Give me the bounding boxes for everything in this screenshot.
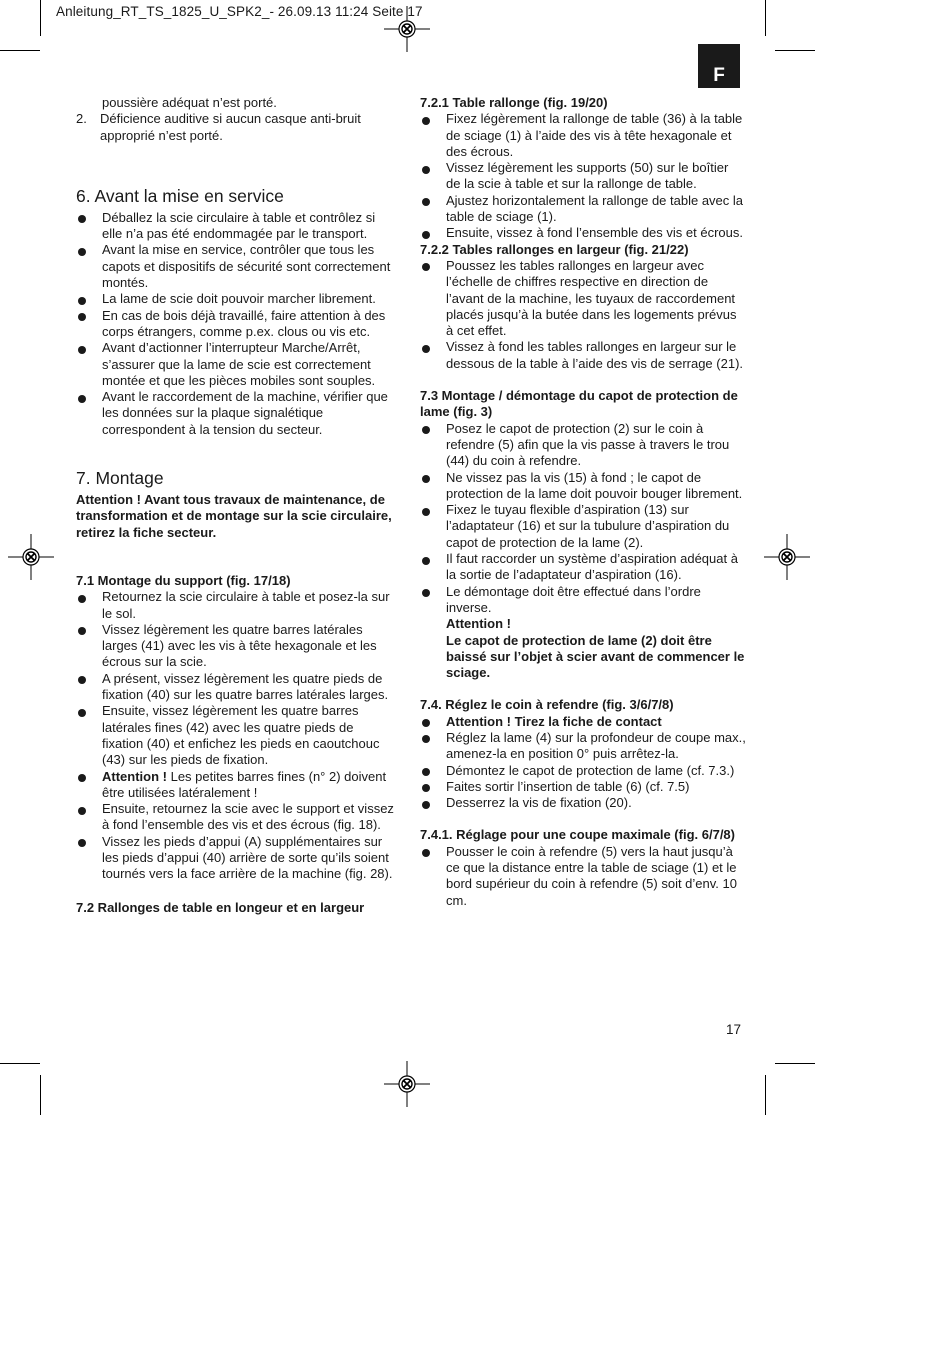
language-tab: F <box>698 44 740 88</box>
print-header-info: Anleitung_RT_TS_1825_U_SPK2_- 26.09.13 11:24 Seite 17 <box>56 4 423 19</box>
list-item: Retournez la scie circulaire à table et posez-la sur le sol. <box>76 589 398 622</box>
registration-mark-bottom-icon <box>384 1061 430 1107</box>
list-item: Vissez à fond les tables rallonges en largeur sur le dessous de la table à l’aide des vis de serrage (21). <box>420 339 746 372</box>
list-item: Fixez le tuyau flexible d’aspiration (13) sur l’adaptateur (16) et sur la tubulure d’aspiration du capot de protection de la lame (2). <box>420 502 746 551</box>
crop-mark-top-right-h <box>775 50 815 51</box>
registration-mark-right-icon <box>764 534 810 580</box>
list-item: Ajustez horizontalement la rallonge de table avec la table de sciage (1). <box>420 193 746 226</box>
list-item: Ensuite, vissez légèrement les quatre barres latérales fines (42) avec les quatre pieds de fixation (40) et enfichez les pieds en caoutchouc (43) sur les pieds de fixation. <box>76 703 398 768</box>
attention-label: Attention ! <box>446 616 511 632</box>
item-number: 2. <box>76 111 87 127</box>
list-item: Ensuite, vissez à fond l’ensemble des vis et écrous. <box>420 225 746 241</box>
list-item: Avant la mise en service, contrôler que tous les capots et dispositifs de sécurité sont correctement montés. <box>76 242 398 291</box>
section-title-7: 7. Montage <box>76 468 164 489</box>
list-item: Vissez légèrement les supports (50) sur le boîtier de la scie à table et sur la rallonge de table. <box>420 160 746 193</box>
continued-text: poussière adéquat n’est porté. <box>102 95 277 110</box>
list-item-attention <box>76 769 398 802</box>
numbered-item <box>76 111 398 144</box>
registration-mark-left-icon <box>8 534 54 580</box>
list-item: Avant d’actionner l’interrupteur Marche/Arrêt, s’assurer que la lame de scie est correctement montée et que les pièces mobiles sont souples. <box>76 340 398 389</box>
crop-mark-bottom-right-h <box>775 1063 815 1064</box>
registration-mark-top-icon <box>384 6 430 52</box>
section-title-7-4: 7.4. Réglez le coin à refendre (fig. 3/6/7/8) <box>420 697 674 713</box>
attention-label: Attention ! <box>102 768 167 784</box>
list-item: Fixez légèrement la rallonge de table (36) à la table de sciage (1) à l’aide des vis à tête hexagonale et des écrous. <box>420 111 746 160</box>
section-title-7-2-2: 7.2.2 Tables rallonges en largeur (fig. 21/22) <box>420 241 689 257</box>
list-item: Posez le capot de protection (2) sur le coin à refendre (5) afin que la vis passe à travers le trou (44) du coin à refendre. <box>420 421 746 470</box>
crop-mark-bottom-left-v <box>40 1075 41 1115</box>
crop-mark-bottom-right-v <box>765 1075 766 1115</box>
section-title-7-2-1: 7.2.1 Table rallonge (fig. 19/20) <box>420 95 608 110</box>
list-item: Réglez la lame (4) sur la profondeur de coupe max., amenez-la en position 0° puis arrêtez-la. <box>420 730 746 763</box>
attention-text: Le capot de protection de lame (2) doit être baissé sur l’objet à scier avant de commencer le sciage. <box>446 632 745 681</box>
page-number: 17 <box>726 1022 742 1037</box>
crop-mark-bottom-left-h <box>0 1063 40 1064</box>
section-title-7-3: 7.3 Montage / démontage du capot de protection de lame (fig. 3) <box>420 388 738 420</box>
list-item: Poussez les tables rallonges en largeur avec l’échelle de chiffres respective en direction de l’avant de la machine, les tuyaux de raccordement placés jusqu’à la butée dans les logements prévus à cet effet. <box>420 258 746 339</box>
item-text: Déficience auditive si aucun casque anti-bruit approprié n’est porté. <box>100 111 361 143</box>
list-item: A présent, vissez légèrement les quatre pieds de fixation (40) sur les quatre barres latérales larges. <box>76 671 398 704</box>
crop-mark-top-left-h <box>0 50 40 51</box>
list-item: Faites sortir l’insertion de table (6) (cf. 7.5) <box>420 779 746 795</box>
list-item: Le démontage doit être effectué dans l’ordre inverse. <box>420 584 746 617</box>
list-item: Ne vissez pas la vis (15) à fond ; le capot de protection de la lame doit pouvoir bouger librement. <box>420 470 746 503</box>
list-item: Démontez le capot de protection de lame (cf. 7.3.) <box>420 763 746 779</box>
attention-text: Les petites barres fines (n° 2) doivent être utilisées latéralement ! <box>102 768 387 800</box>
list-item: Vissez légèrement les quatre barres latérales larges (41) avec les vis à tête hexagonale et les écrous sur la scie. <box>76 622 398 671</box>
list-item: La lame de scie doit pouvoir marcher librement. <box>76 291 398 307</box>
section-title-6: 6. Avant la mise en service <box>76 185 284 206</box>
warning-text: Attention ! Avant tous travaux de maintenance, de transformation et de montage sur la scie circulaire, retirez la fiche secteur. <box>76 492 392 540</box>
list-item: Vissez les pieds d’appui (A) supplémentaires sur les pieds d’appui (40) arrière de sorte qu’ils soient tournés vers la face arrière de la machine (fig. 28). <box>76 834 398 883</box>
list-item-attention: Attention ! Tirez la fiche de contact <box>420 714 746 730</box>
crop-mark-top-right-v <box>765 0 766 36</box>
right-column <box>420 95 746 909</box>
section-title-7-4-1: 7.4.1. Réglage pour une coupe maximale (fig. 6/7/8) <box>420 827 735 843</box>
list-item: Ensuite, retournez la scie avec le support et vissez à fond l’ensemble des vis et des écrous (fig. 18). <box>76 801 398 834</box>
section-title-7-2: 7.2 Rallonges de table en longeur et en largeur <box>76 899 365 915</box>
list-item: Déballez la scie circulaire à table et contrôlez si elle n’a pas été endommagée par le transport. <box>76 210 398 243</box>
list-item: En cas de bois déjà travaillé, faire attention à des corps étrangers, comme p.ex. clous ou vis etc. <box>76 308 398 341</box>
list-item: Pousser le coin à refendre (5) vers la haut jusqu’à ce que la distance entre la table de sciage (1) et le bord supérieur du coin à refendre (5) soit d’env. 10 cm. <box>420 844 746 909</box>
list-item: Avant le raccordement de la machine, vérifier que les données sur la plaque signalétique correspondent à la tension du secteur. <box>76 389 398 438</box>
list-item: Desserrez la vis de fixation (20). <box>420 795 746 811</box>
crop-mark-top-left-v <box>40 0 41 36</box>
list-item: Il faut raccorder un système d’aspiration adéquat à la sortie de l’adaptateur d’aspiration (16). <box>420 551 746 584</box>
left-column <box>76 95 398 916</box>
section-title-7-1: 7.1 Montage du support (fig. 17/18) <box>76 572 291 588</box>
